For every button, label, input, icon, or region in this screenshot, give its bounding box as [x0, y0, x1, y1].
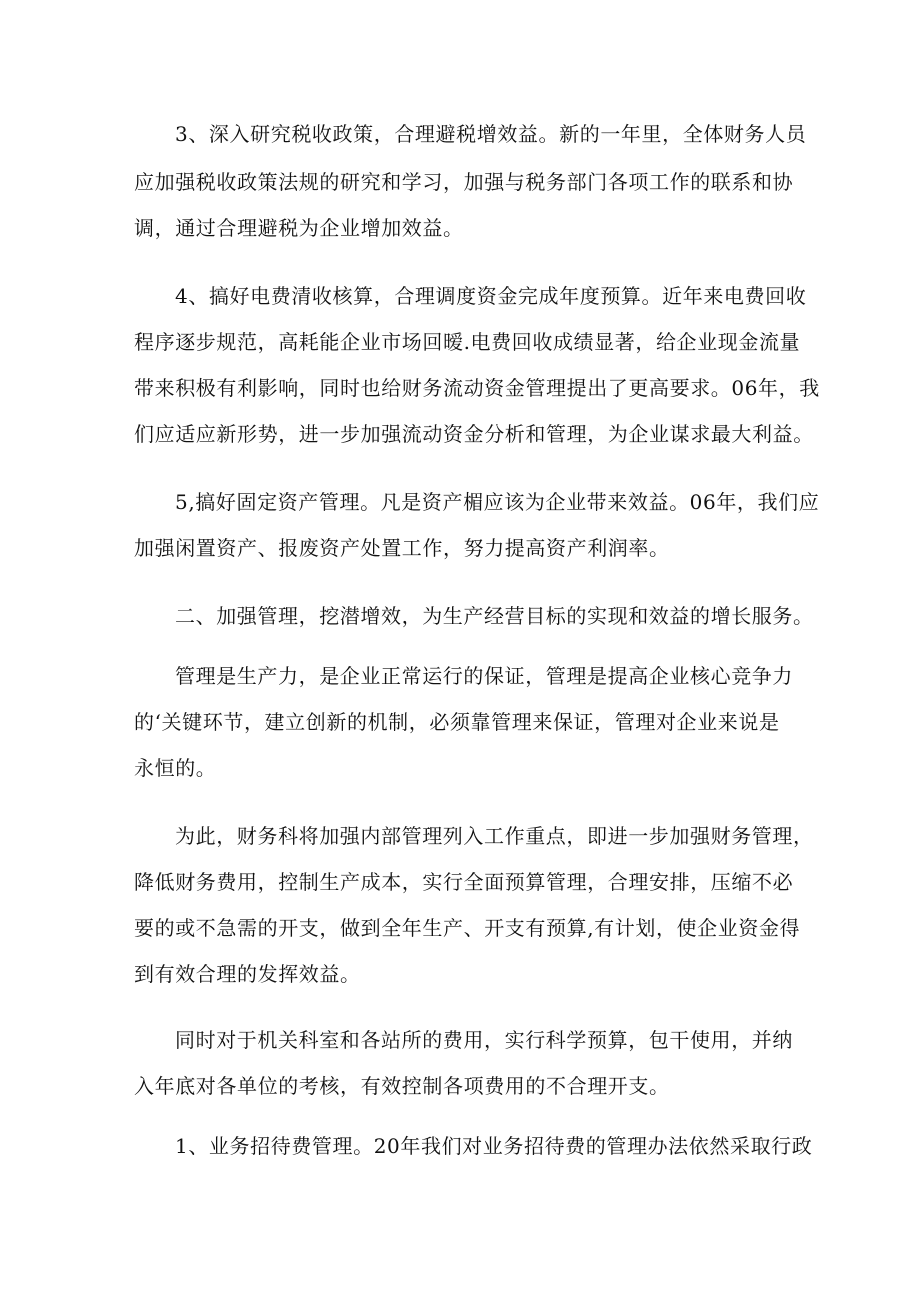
paragraph-4-line-1: 4、搞好电费清收核算，合理调度资金完成年度预算。近年来电费回收: [175, 284, 807, 308]
paragraph-3-line-3: 调，通过合理避税为企业增加效益。: [134, 216, 464, 240]
paragraph-4-line-3: 带来积极有利影响，同时也给财务流动资金管理提出了更高要求。06年，我: [134, 376, 820, 400]
paragraph-3-line-1: 3、深入研究税收政策，合理避税增效益。新的一年里，全体财务人员: [175, 122, 807, 146]
paragraph-3-line-2: 应加强税收政策法规的研究和学习，加强与税务部门各项工作的联系和协: [134, 170, 794, 194]
paragraph-therefore-line-1: 为此，财务科将加强内部管理列入工作重点，即进一步加强财务管理，: [175, 824, 814, 848]
paragraph-management-line-3: 永恒的。: [134, 756, 217, 780]
section-heading-2: 二、加强管理，挖潜增效，为生产经营目标的实现和效益的增长服务。: [175, 604, 814, 628]
paragraph-management-line-2: 的‘关键环节，建立创新的机制，必须靠管理来保证，管理对企业来说是: [134, 710, 780, 734]
paragraph-therefore-line-4: 到有效合理的发挥效益。: [134, 962, 361, 986]
paragraph-5-line-2: 加强闲置资产、报废资产处置工作，努力提高资产利润率。: [134, 536, 670, 560]
paragraph-1-line-1: 1、业务招待费管理。20年我们对业务招待费的管理办法依然采取行政: [175, 1134, 813, 1158]
paragraph-4-line-2: 程序逐步规范，高耗能企业市场回暧.电费回收成绩显著，给企业现金流量: [134, 330, 801, 354]
paragraph-4-line-4: 们应适应新形势，进一步加强流动资金分析和管理，为企业谋求最大利益。: [134, 422, 814, 446]
paragraph-management-line-1: 管理是生产力，是企业正常运行的保证，管理是提高企业核心竞争力: [175, 664, 793, 688]
paragraph-meanwhile-line-2: 入年底对各单位的考核，有效控制各项费用的不合理开支。: [134, 1074, 670, 1098]
paragraph-therefore-line-2: 降低财务费用，控制生产成本，实行全面预算管理，合理安排，压缩不必: [134, 870, 794, 894]
paragraph-therefore-line-3: 要的或不急需的开支，做到全年生产、开支有预算,有计划，使企业资金得: [134, 916, 801, 940]
paragraph-5-line-1: 5,搞好固定资产管理。凡是资产楣应该为企业带来效益。06年，我们应: [175, 490, 820, 514]
paragraph-meanwhile-line-1: 同时对于机关科室和各站所的费用，实行科学预算，包干使用，并纳: [175, 1028, 793, 1052]
